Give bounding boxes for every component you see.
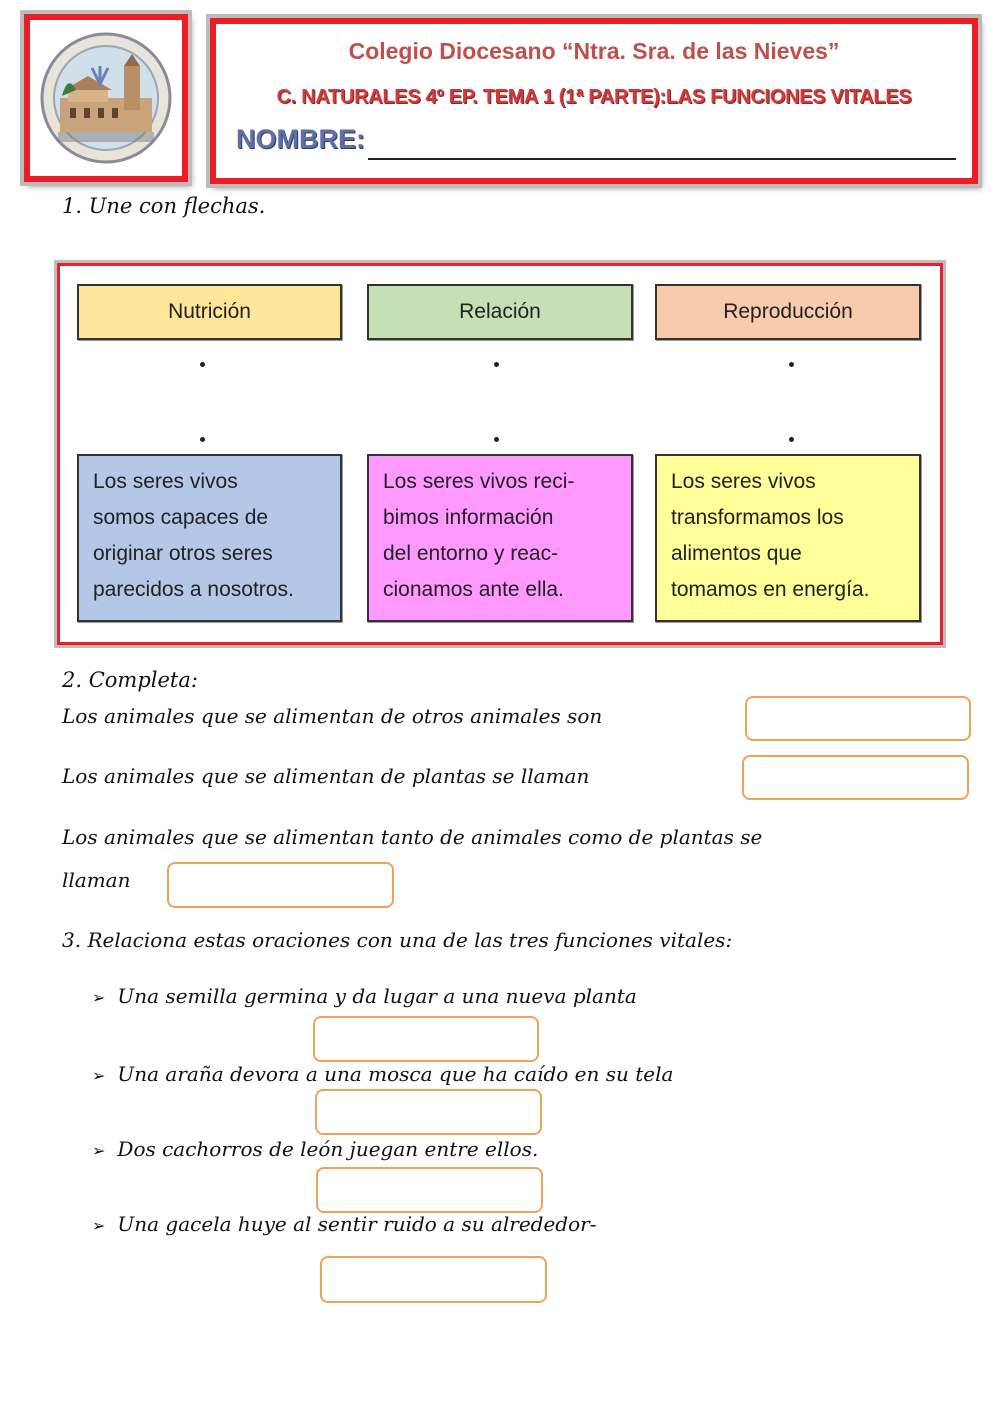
description-card-3[interactable]: [655, 454, 921, 622]
subject-title: C. NATURALES 4º EP. TEMA 1 (1ª PARTE):LAS FUNCIONES VITALES: [276, 86, 912, 108]
matching-exercise: [57, 263, 943, 645]
list-item: [92, 1212, 596, 1236]
connector-dot[interactable]: [200, 362, 205, 367]
list-item-text: Una semilla germina y da lugar a una nueva planta: [117, 984, 637, 1008]
answer-input-7[interactable]: [320, 1256, 547, 1303]
description-line: parecidos a nosotros.: [93, 578, 294, 601]
list-item: [92, 1062, 673, 1086]
question-omnivoros-line1: Los animales que se alimentan tanto de animales como de plantas se: [62, 825, 763, 849]
list-item-text: Una araña devora a una mosca que ha caído en su tela: [117, 1062, 674, 1086]
description-line: alimentos que: [671, 542, 802, 565]
function-relacion[interactable]: Relación: [367, 284, 633, 340]
school-seal-icon: [40, 32, 172, 164]
description-line: del entorno y reac-: [383, 542, 559, 565]
description-line: originar otros seres: [93, 542, 273, 565]
connector-dot[interactable]: [789, 437, 794, 442]
function-nutricion[interactable]: Nutrición: [77, 284, 342, 340]
description-line: somos capaces de: [93, 506, 269, 529]
description-line: Los seres vivos: [671, 470, 816, 493]
section3-heading: 3. Relaciona estas oraciones con una de las tres funciones vitales:: [62, 928, 733, 952]
section2-heading: 2. Completa:: [62, 668, 198, 692]
list-item-text: Una gacela huye al sentir ruido a su alrededor-: [117, 1212, 597, 1236]
arrowhead-bullet-icon: ➢: [92, 1141, 106, 1160]
name-field-line[interactable]: [368, 158, 956, 160]
description-card-1[interactable]: [77, 454, 342, 622]
name-label: NOMBRE:: [236, 124, 365, 154]
description-line: Los seres vivos reci-: [383, 470, 575, 493]
list-item: [92, 984, 637, 1008]
answer-input-4[interactable]: [313, 1016, 539, 1062]
arrowhead-bullet-icon: ➢: [92, 988, 106, 1007]
connector-dot[interactable]: [200, 437, 205, 442]
list-item: [92, 1137, 538, 1161]
school-logo: [24, 14, 188, 182]
header: [210, 18, 978, 184]
answer-input-2[interactable]: [742, 755, 969, 800]
answer-input-5[interactable]: [315, 1089, 542, 1135]
answer-input-3[interactable]: [167, 862, 394, 908]
function-reproduccion[interactable]: Reproducción: [655, 284, 921, 340]
description-line: transformamos los: [671, 506, 844, 529]
question-omnivoros-line2: llaman: [62, 868, 131, 892]
arrowhead-bullet-icon: ➢: [92, 1216, 106, 1235]
description-line: cionamos ante ella.: [383, 578, 564, 601]
answer-input-6[interactable]: [316, 1167, 543, 1213]
connector-dot[interactable]: [494, 437, 499, 442]
section1-heading: 1. Une con flechas.: [62, 194, 266, 218]
question-herbivoros: Los animales que se alimentan de plantas se llaman: [62, 764, 590, 788]
answer-input-1[interactable]: [745, 696, 971, 741]
connector-dot[interactable]: [789, 362, 794, 367]
school-title: Colegio Diocesano “Ntra. Sra. de las Nieves”: [348, 38, 840, 64]
description-line: bimos información: [383, 506, 554, 529]
description-line: Los seres vivos: [93, 470, 238, 493]
question-carnivoros: Los animales que se alimentan de otros animales son: [62, 704, 603, 728]
arrowhead-bullet-icon: ➢: [92, 1066, 106, 1085]
description-card-2[interactable]: [367, 454, 633, 622]
connector-dot[interactable]: [494, 362, 499, 367]
description-line: tomamos en energía.: [671, 578, 870, 601]
list-item-text: Dos cachorros de león juegan entre ellos.: [117, 1137, 539, 1161]
